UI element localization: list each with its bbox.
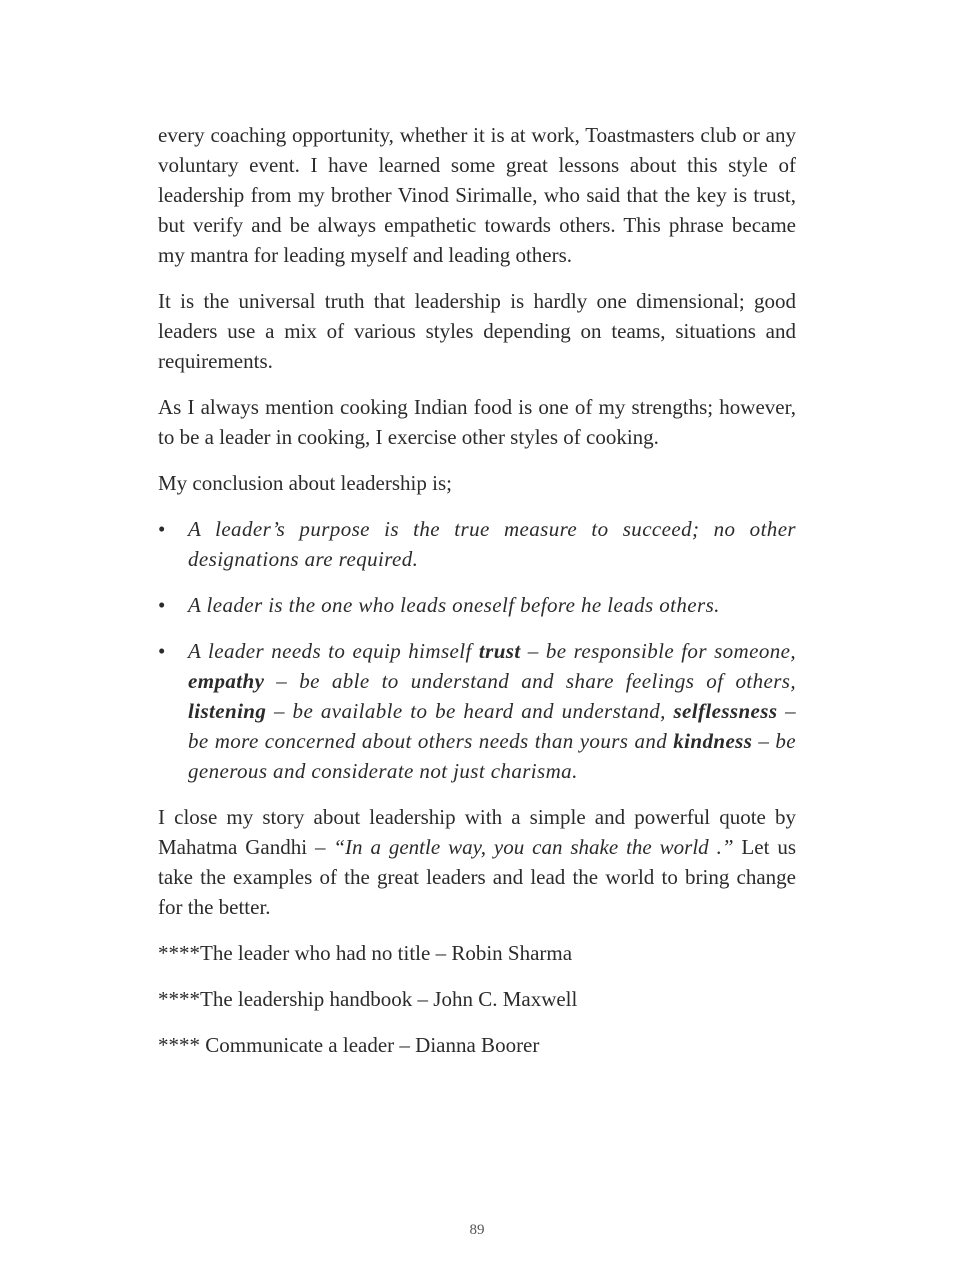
bullet-icon: •: [158, 593, 166, 617]
list-item-text: – be responsible for someone,: [520, 639, 796, 663]
list-item-text: – be available to be heard and understand,: [266, 699, 674, 723]
reference-john-maxwell: ****The leadership handbook – John C. Maxwell: [158, 987, 578, 1011]
list-item-text: – be generous and considerate not just charisma.: [188, 729, 796, 783]
gandhi-quote: “In a gentle way, you can shake the world .”: [333, 835, 734, 859]
reference-dianna-boorer: **** Communicate a leader – Dianna Boorer: [158, 1033, 540, 1057]
keyword-selflessness: selflessness: [673, 699, 778, 723]
paragraph-universal-truth: It is the universal truth that leadership is hardly one dimensional; good leaders use a mix of various styles depending on teams, situations and requirements.: [158, 289, 796, 373]
keyword-listening: listening: [188, 699, 267, 723]
reference-robin-sharma: ****The leader who had no title – Robin Sharma: [158, 941, 573, 965]
keyword-empathy: empathy: [188, 669, 265, 693]
closing-text-end: Let us take the examples of the great leaders and lead the world to bring change for the better.: [158, 835, 796, 919]
keyword-trust: trust: [478, 639, 521, 663]
paragraph-conclusion-intro: My conclusion about leadership is;: [158, 471, 452, 495]
bullet-icon: •: [158, 517, 166, 541]
list-item-text: – be able to understand and share feelings of others,: [264, 669, 796, 693]
list-item-text: A leader needs to equip himself: [188, 639, 479, 663]
keyword-kindness: kindness: [673, 729, 753, 753]
list-item: [158, 590, 796, 620]
paragraph-coaching: every coaching opportunity, whether it is at work, Toastmasters club or any voluntary event. I have learned some great lessons about this style of leadership from my brother Vinod Sirimalle, who said that the key is trust, but verify and be always empathetic towards others. This phrase became my mantra for leading myself and leading others.: [158, 123, 796, 267]
bullet-icon: •: [158, 639, 166, 663]
closing-text: I close my story about leadership with a simple and powerful quote by Mahatma Gandhi –: [158, 805, 796, 859]
body-text: [158, 120, 796, 1076]
conclusion-list: [158, 514, 796, 786]
list-item: [158, 514, 796, 574]
list-item: [158, 636, 796, 786]
list-item-text: – be more concerned about others needs than yours and: [188, 699, 796, 753]
list-item-text: A leader is the one who leads oneself before he leads others.: [188, 593, 720, 617]
page-number: 89: [469, 1222, 485, 1238]
list-item-text: A leader’s purpose is the true measure to succeed; no other designations are required.: [188, 517, 796, 571]
paragraph-closing: [158, 802, 796, 922]
paragraph-cooking: As I always mention cooking Indian food is one of my strengths; however, to be a leader in cooking, I exercise other styles of cooking.: [158, 395, 796, 449]
